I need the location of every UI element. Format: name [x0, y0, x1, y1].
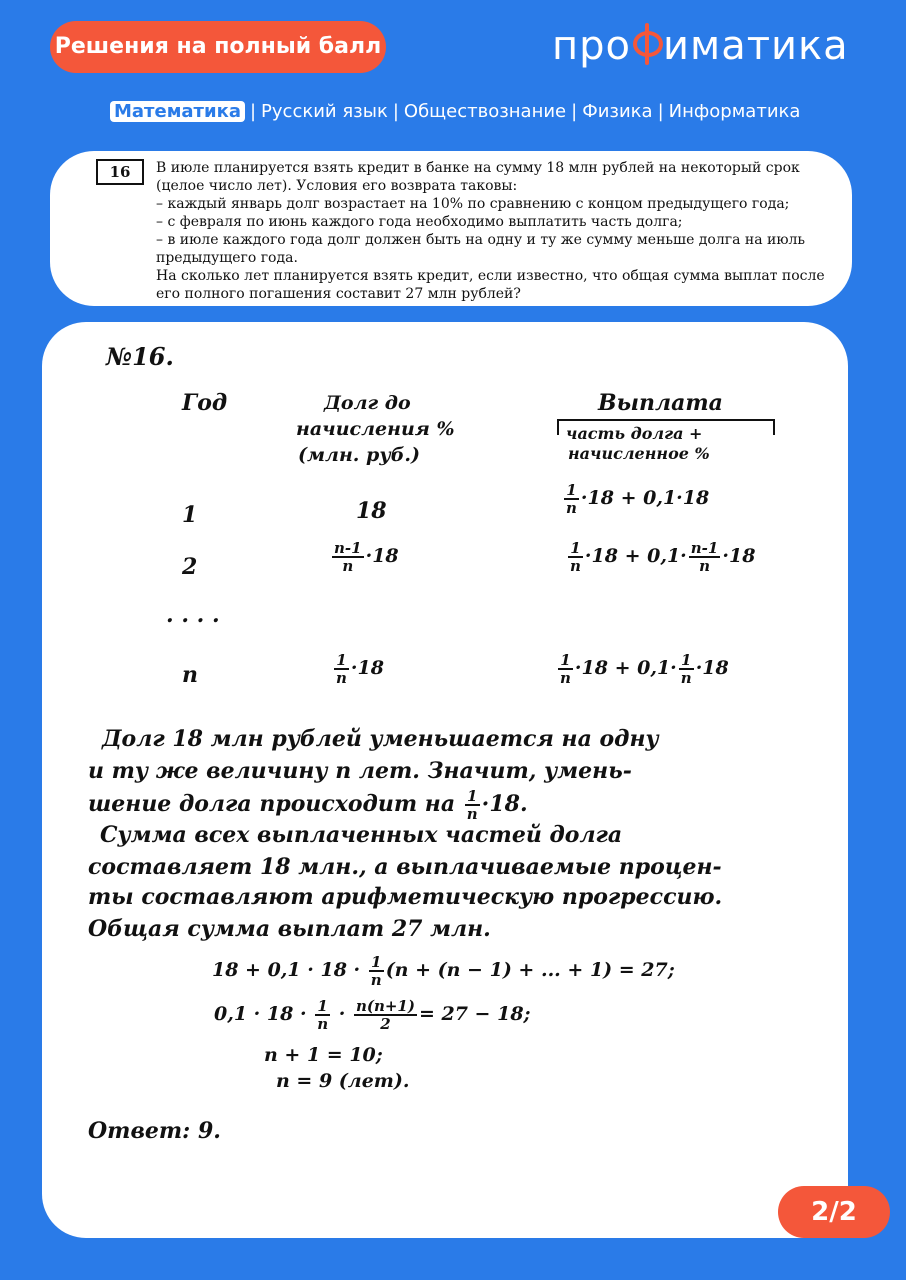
brand-logo [552, 16, 882, 76]
subject-link-russian[interactable]: Русский язык [261, 101, 388, 122]
problem-line: – в июле каждого года долг должен быть на одну и ту же сумму меньше долга на июль [156, 232, 806, 248]
problem-line: (целое число лет). Условия его возврата таковы: [156, 178, 518, 194]
table-header-debt: (млн. руб.) [298, 444, 421, 466]
table-row-payment: $\frac{1}{n}$ ·18 + 0,1· $\frac{n-1}{n}$ ·18 [570, 539, 756, 575]
table-row-year: 1 [182, 502, 198, 528]
subject-nav [110, 98, 800, 126]
problem-text [156, 159, 836, 303]
table-header-payment: Выплата [598, 390, 723, 416]
table-row-payment: $\frac{1}{n}$ ·18 + 0,1· $\frac{1}{n}$ ·18 [560, 651, 729, 687]
answer: Ответ: 9. [88, 1118, 221, 1144]
table-header-debt: Долг до [324, 392, 411, 414]
page-indicator: 2/2 [778, 1186, 890, 1238]
table-header-year: Год [182, 390, 228, 416]
problem-line: его полного погашения составит 27 млн рублей? [156, 286, 521, 302]
solution-text-line: ты составляют арифметическую прогрессию. [88, 884, 723, 910]
solution-text-line: шение долга происходит на $\frac{1}{n}$ ·18. [88, 787, 528, 823]
problem-card [50, 151, 852, 306]
equation-line: 18 + 0,1 · 18 · $\frac{1}{n}$ (n + (n − 1) + ... + 1) = 27; [212, 953, 675, 989]
table-row-year: 2 [182, 554, 198, 580]
subject-link-social[interactable]: Обществознание [403, 101, 567, 122]
solution-title: №16. [106, 342, 174, 371]
table-row-debt: $\frac{n-1}{n}$ ·18 [334, 539, 399, 575]
problem-number: 16 [96, 159, 144, 185]
solution-text-line: и ту же величину n лет. Значит, умень- [88, 758, 632, 784]
subject-separator: | [392, 101, 399, 122]
problem-line: – каждый январь долг возрастает на 10% по сравнению с концом предыдущего года; [156, 196, 790, 212]
solution-card [42, 322, 848, 1238]
solution-text-line: Общая сумма выплат 27 млн. [88, 916, 491, 942]
equation-line: n + 1 = 10; [264, 1044, 383, 1066]
subject-separator: | [571, 101, 578, 122]
table-row-year: n [182, 662, 198, 688]
subject-link-physics[interactable]: Физика [582, 101, 653, 122]
solution-text-line: составляет 18 млн., а выплачиваемые процен- [88, 854, 722, 880]
phi-icon [632, 21, 662, 65]
table-header-payment-sub: начисленное % [568, 444, 710, 463]
brand-text-right: иматика [663, 23, 849, 69]
solution-text-line: Сумма всех выплаченных частей долга [100, 822, 623, 848]
table-row-debt: 18 [356, 498, 387, 524]
subject-separator: | [657, 101, 664, 122]
problem-line: На сколько лет планируется взять кредит, если известно, что общая сумма выплат после [156, 268, 825, 284]
problem-line: В июле планируется взять кредит в банке на сумму 18 млн рублей на некоторый срок [156, 160, 800, 176]
equation-line: 0,1 · 18 · $\frac{1}{n}$ · $\frac{n(n+1)}{2}$ = 27 − 18; [214, 997, 531, 1033]
subject-separator: | [249, 101, 257, 122]
table-row-payment: $\frac{1}{n}$ ·18 + 0,1·18 [566, 481, 710, 517]
table-row-debt: $\frac{1}{n}$ ·18 [336, 651, 384, 687]
subject-link-math[interactable]: Математика [110, 101, 245, 122]
header-pill: Решения на полный балл [50, 21, 386, 73]
solution-text-line: Долг 18 млн рублей уменьшается на одну [102, 726, 659, 752]
subject-link-informatics[interactable]: Информатика [668, 101, 801, 122]
equation-line: n = 9 (лет). [276, 1070, 410, 1092]
problem-line: предыдущего года. [156, 250, 298, 266]
brand-text-left: про [552, 23, 632, 69]
problem-line: – с февраля по июнь каждого года необходимо выплатить часть долга; [156, 214, 683, 230]
table-header-payment-sub: часть долга + [566, 424, 703, 443]
table-header-debt: начисления % [296, 418, 455, 440]
table-dots: . . . . [166, 602, 220, 628]
